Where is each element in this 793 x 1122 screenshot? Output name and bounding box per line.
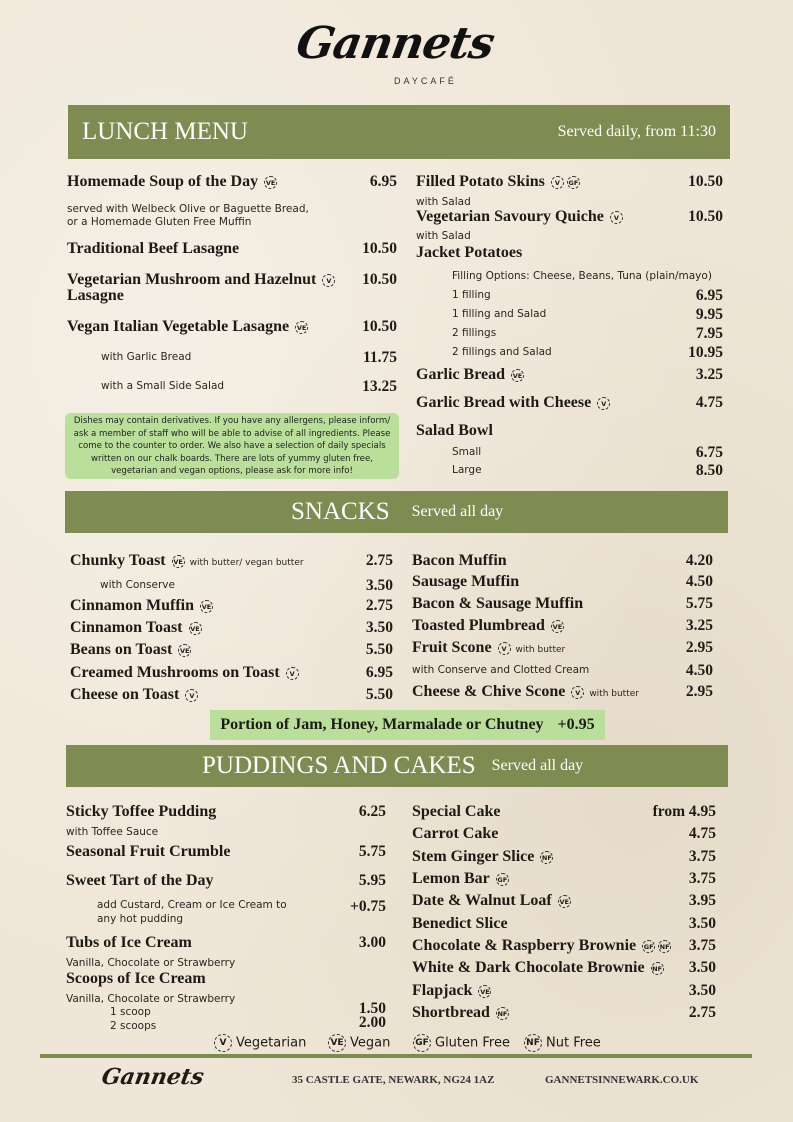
menu-item (416, 394, 610, 412)
menu-item (110, 1020, 156, 1032)
vegan-icon: VE (478, 985, 491, 998)
item-price: 13.25 (362, 378, 397, 395)
snacks-header (65, 491, 728, 533)
item-price: 5.50 (365, 686, 393, 703)
menu-item (101, 380, 224, 392)
legend-vegetarian (214, 1034, 306, 1052)
item-extra: with butter/ vegan butter (189, 558, 304, 568)
legend-label: Nut Free (546, 1035, 601, 1051)
item-note: Vanilla, Chocolate or Strawberry (66, 957, 236, 969)
item-price: 5.50 (365, 641, 393, 658)
vegan-icon: VE (511, 369, 524, 382)
item-name: Stem Ginger Slice (412, 848, 535, 865)
item-note: served with Welbeck Olive or Baguette Bread, (67, 203, 309, 215)
menu-item (416, 173, 580, 191)
item-price: 4.50 (685, 573, 713, 590)
menu-item (412, 982, 491, 1000)
menu-item (67, 318, 308, 336)
lunch-served: Served daily, from 11:30 (557, 123, 716, 140)
item-price: 2.75 (365, 552, 393, 569)
item-name: Cheese on Toast (70, 686, 180, 703)
item-extra: with butter (589, 689, 639, 699)
menu-item (416, 208, 623, 226)
menu-item (412, 573, 519, 591)
vegan-icon: VE (178, 644, 191, 657)
puddings-served: Served all day (491, 757, 584, 774)
menu-item (412, 959, 664, 977)
menu-item (416, 366, 524, 384)
menu-item (67, 216, 251, 228)
item-price: 3.75 (688, 937, 716, 954)
menu-item (70, 552, 304, 570)
item-note: 1 scoop (110, 1006, 151, 1018)
menu-item (452, 346, 552, 358)
menu-item (416, 422, 493, 440)
menu-item (452, 308, 546, 320)
legend-label: Gluten Free (435, 1035, 510, 1051)
menu-item (412, 664, 589, 676)
item-price: 10.50 (362, 271, 397, 288)
item-note: Filling Options: Cheese, Beans, Tuna (plain/mayo) (452, 270, 712, 282)
menu-item (452, 289, 491, 301)
item-price: 1.50 (358, 1000, 386, 1017)
footer-website[interactable]: GANNETSINNEWARK.CO.UK (545, 1074, 699, 1086)
gluten-free-icon: GF (642, 940, 655, 953)
menu-item (97, 913, 183, 925)
item-price: 3.00 (358, 934, 386, 951)
item-name: White & Dark Chocolate Brownie (412, 959, 645, 976)
item-price: 3.50 (365, 619, 393, 636)
allergen-note: Dishes may contain derivatives. If you have any allergens, please inform/ ask a member of staff who will be able to advise of all ingredients. Please come to the counter to order. We also have a selection of daily specials written on our chalk boards. There are lots of yummy gluten free, vegetarian and vegan options, please ask for more info! (65, 413, 399, 479)
item-name: Salad Bowl (416, 422, 493, 439)
item-note: add Custard, Cream or Ice Cream to (97, 899, 287, 911)
item-price: 3.95 (688, 892, 716, 909)
item-name: Sausage Muffin (412, 573, 520, 590)
menu-item (66, 993, 235, 1005)
snacks-title: SNACKS (291, 498, 390, 525)
item-price: 3.50 (365, 577, 393, 594)
puddings-title: PUDDINGS AND CAKES (202, 752, 476, 779)
menu-item (66, 843, 230, 861)
item-note: 1 filling (452, 289, 491, 301)
item-name: Cinnamon Muffin (70, 597, 195, 614)
item-price: 6.95 (369, 173, 397, 190)
item-price: 10.50 (362, 318, 397, 335)
menu-item (67, 173, 277, 191)
jam-price: +0.95 (557, 716, 595, 733)
item-price: 3.25 (695, 366, 723, 383)
item-price: 3.75 (688, 848, 716, 865)
item-name: Garlic Bread with Cheese (416, 394, 592, 411)
vegan-icon: VE (200, 600, 213, 613)
item-name: Beans on Toast (70, 641, 173, 658)
vegetarian-icon: V (322, 274, 335, 287)
item-name: Creamed Mushrooms on Toast (70, 664, 280, 681)
item-price: 2.95 (685, 639, 713, 656)
vegan-icon: VE (189, 622, 202, 635)
gannets-logo (290, 18, 500, 93)
item-price: 6.95 (695, 287, 723, 304)
vegetarian-icon: V (571, 686, 584, 699)
menu-item (70, 664, 299, 682)
vegan-icon: VE (264, 176, 277, 189)
item-price: 5.95 (358, 872, 386, 889)
menu-item (100, 579, 175, 591)
gluten-free-icon: GF (496, 873, 509, 886)
item-price: 4.75 (695, 394, 723, 411)
menu-item (452, 327, 496, 339)
item-note: with Conserve and Clotted Cream (412, 664, 590, 676)
item-name: Chocolate & Raspberry Brownie (412, 937, 637, 954)
item-name: Flapjack (412, 982, 473, 999)
snacks-served: Served all day (411, 503, 504, 520)
gluten-free-icon: GF (567, 176, 580, 189)
item-note: 1 filling and Salad (452, 308, 547, 320)
item-note: Small (452, 446, 482, 458)
item-note: 2 fillings and Salad (452, 346, 552, 358)
item-name: Sticky Toffee Pudding (66, 803, 217, 820)
legend-label: Vegetarian (236, 1035, 307, 1051)
nut-free-icon: NF (524, 1034, 542, 1052)
legend-nut-free (524, 1034, 601, 1052)
item-name: Vegetarian Mushroom and Hazelnut (67, 271, 317, 288)
item-price: 10.50 (362, 240, 397, 257)
menu-item (66, 872, 214, 890)
item-name: Tubs of Ice Cream (66, 934, 192, 951)
item-name: Sweet Tart of the Day (66, 872, 214, 889)
item-name: Traditional Beef Lasagne (67, 240, 240, 257)
item-price: 2.75 (688, 1004, 716, 1021)
vegan-icon: VE (172, 555, 185, 568)
item-price: 6.75 (695, 444, 723, 461)
item-name: Bacon Muffin (412, 552, 507, 569)
item-name: Scoops of Ice Cream (66, 970, 206, 987)
vegetarian-icon: V (214, 1034, 232, 1052)
vegan-icon: VE (328, 1034, 346, 1052)
item-note: 2 scoops (110, 1020, 157, 1032)
menu-item (66, 826, 158, 838)
menu-item (110, 1006, 151, 1018)
item-price: 6.25 (358, 803, 386, 820)
item-price: 3.50 (688, 915, 716, 932)
footer-address: 35 CASTLE GATE, NEWARK, NG24 1AZ (292, 1074, 495, 1086)
vegan-icon: VE (558, 895, 571, 908)
item-price: 4.50 (685, 662, 713, 679)
item-name: Lemon Bar (412, 870, 490, 887)
vegetarian-icon: V (610, 211, 623, 224)
item-name: Lasagne (67, 287, 124, 304)
jam-label: Portion of Jam, Honey, Marmalade or Chutney (220, 716, 544, 733)
menu-item (66, 970, 206, 988)
item-price: 4.20 (685, 552, 713, 569)
item-name: Special Cake (412, 803, 501, 820)
menu-item (452, 446, 481, 458)
item-note: or a Homemade Gluten Free Muffin (67, 216, 252, 228)
item-price: 5.75 (685, 595, 713, 612)
item-price: 10.95 (688, 344, 723, 361)
item-name: Cinnamon Toast (70, 619, 183, 636)
legend-label: Vegan (350, 1035, 391, 1051)
menu-item (97, 899, 287, 911)
item-price: 5.75 (358, 843, 386, 860)
lunch-header (68, 105, 730, 159)
menu-item (412, 1004, 509, 1022)
item-name: Shortbread (412, 1004, 490, 1021)
menu-item (66, 957, 235, 969)
gluten-free-icon: GF (413, 1034, 431, 1052)
item-name: Bacon & Sausage Muffin (412, 595, 584, 612)
menu-item (412, 915, 508, 933)
menu-item (412, 683, 639, 701)
menu-item (70, 619, 202, 637)
item-note: Vanilla, Chocolate or Strawberry (66, 993, 236, 1005)
item-price: 7.95 (695, 325, 723, 342)
item-price: 8.50 (695, 462, 723, 479)
vegetarian-icon: V (498, 642, 511, 655)
menu-item (412, 937, 671, 955)
menu-item (67, 287, 124, 305)
menu-item (70, 686, 198, 704)
menu-item (412, 892, 571, 910)
menu-item (101, 351, 191, 363)
item-note: with Toffee Sauce (66, 826, 159, 838)
vegetarian-icon: V (597, 397, 610, 410)
item-note: with Garlic Bread (101, 351, 192, 363)
menu-item (66, 934, 192, 952)
vegetarian-icon: V (286, 667, 299, 680)
nut-free-icon: NF (496, 1007, 509, 1020)
vegetarian-icon: V (551, 176, 564, 189)
nut-free-icon: NF (651, 962, 664, 975)
nut-free-icon: NF (658, 940, 671, 953)
vegetarian-icon: V (185, 689, 198, 702)
item-price: +0.75 (350, 898, 386, 915)
menu-item (412, 595, 583, 613)
item-price: 2.95 (685, 683, 713, 700)
item-name: Date & Walnut Loaf (412, 892, 552, 909)
item-price: 3.25 (685, 617, 713, 634)
item-name: Benedict Slice (412, 915, 508, 932)
menu-item (416, 196, 471, 208)
vegan-icon: VE (295, 321, 308, 334)
menu-item (412, 639, 565, 657)
item-name: Vegan Italian Vegetable Lasagne (67, 318, 290, 335)
menu-item (70, 641, 191, 659)
menu-item (412, 552, 507, 570)
menu-item (70, 597, 213, 615)
menu-item (412, 825, 498, 843)
menu-item (66, 803, 216, 821)
item-note: Large (452, 464, 482, 476)
legend-gluten-free (413, 1034, 510, 1052)
logo-wordmark: Gannets (292, 18, 498, 69)
item-note: with Salad (416, 230, 471, 242)
item-name: Vegetarian Savoury Quiche (416, 208, 604, 225)
item-name: Chunky Toast (70, 552, 166, 569)
item-extra: with butter (515, 645, 566, 655)
item-name: Jacket Potatoes (416, 244, 523, 261)
logo-subtitle: DAYCAFÉ (394, 76, 457, 86)
vegan-icon: VE (551, 620, 564, 633)
menu-item (67, 240, 239, 258)
menu-item (452, 270, 712, 282)
item-note: any hot pudding (97, 913, 184, 925)
footer-logo: Gannets (99, 1064, 206, 1090)
item-price: 3.75 (688, 870, 716, 887)
item-price: 4.75 (688, 825, 716, 842)
item-price: 10.50 (688, 173, 723, 190)
puddings-header (66, 745, 728, 787)
item-name: Seasonal Fruit Crumble (66, 843, 231, 860)
item-price: from 4.95 (652, 803, 716, 820)
item-price: 2.75 (365, 597, 393, 614)
menu-item (452, 464, 482, 476)
item-note: with Salad (416, 196, 471, 208)
footer-divider (40, 1054, 752, 1058)
item-price: 2.00 (358, 1014, 386, 1031)
menu-item (412, 803, 500, 821)
item-price: 3.50 (688, 959, 716, 976)
item-name: Fruit Scone (412, 639, 492, 656)
nut-free-icon: NF (540, 851, 553, 864)
item-price: 6.95 (365, 664, 393, 681)
menu-item (412, 617, 564, 635)
item-price: 10.50 (688, 208, 723, 225)
lunch-title: LUNCH MENU (82, 118, 248, 145)
item-price: 9.95 (695, 306, 723, 323)
item-name: Cheese & Chive Scone (412, 683, 566, 700)
legend-vegan (328, 1034, 390, 1052)
jam-extra (210, 710, 605, 740)
menu-item (412, 870, 509, 888)
item-name: Garlic Bread (416, 366, 506, 383)
item-note: with Conserve (100, 579, 175, 591)
item-price: 11.75 (362, 349, 397, 366)
item-price: 3.50 (688, 982, 716, 999)
item-name: Carrot Cake (412, 825, 499, 842)
menu-item (416, 244, 522, 262)
item-note: with a Small Side Salad (101, 380, 225, 392)
item-name: Toasted Plumbread (412, 617, 545, 634)
menu-item (412, 848, 553, 866)
item-note: 2 fillings (452, 327, 497, 339)
item-name: Filled Potato Skins (416, 173, 545, 190)
menu-item (416, 230, 471, 242)
menu-item (67, 203, 309, 215)
item-name: Homemade Soup of the Day (67, 173, 259, 190)
